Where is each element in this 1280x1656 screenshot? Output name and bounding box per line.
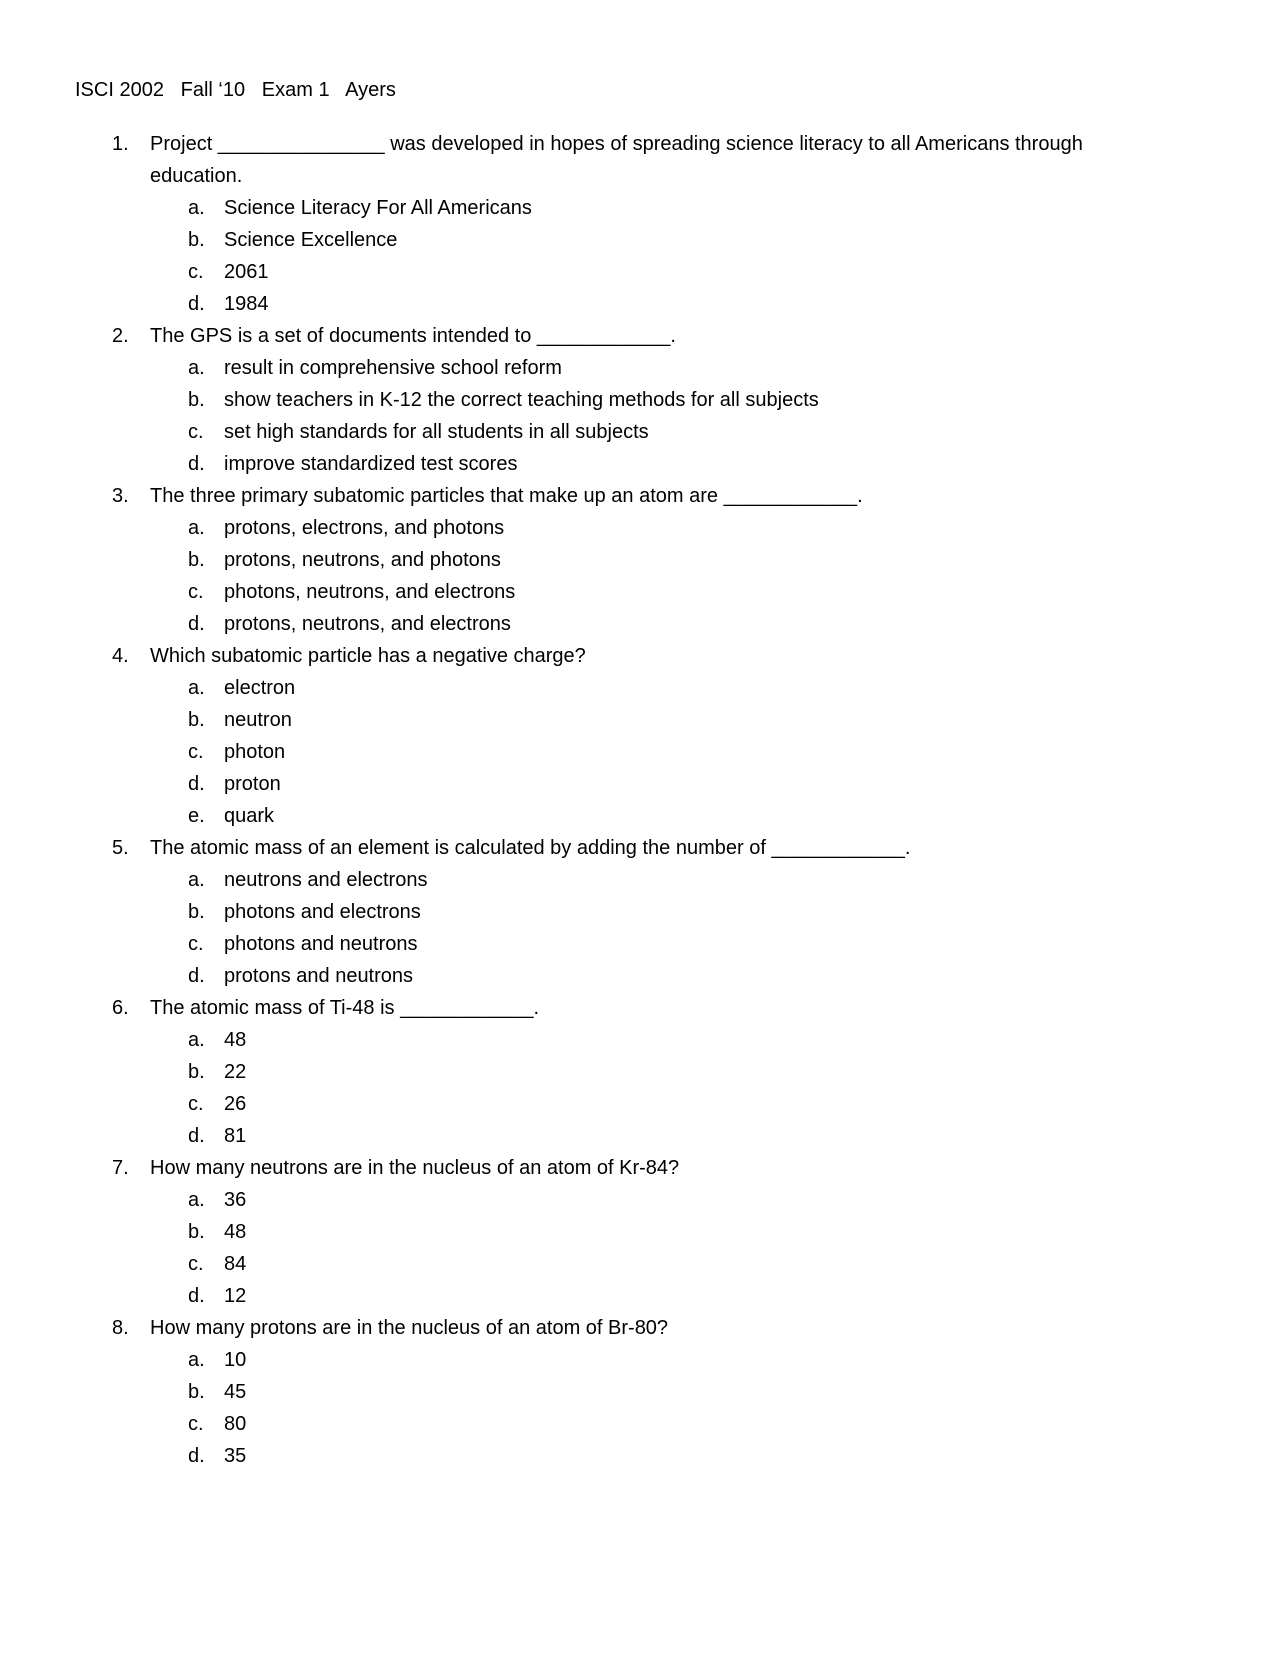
option-text: set high standards for all students in all subjects	[224, 421, 649, 443]
option-text: protons, neutrons, and photons	[224, 549, 501, 571]
option-letter: b.	[188, 389, 205, 411]
question-stem	[0, 640, 1280, 672]
question-stem	[0, 480, 1280, 512]
question-number: 2.	[112, 325, 129, 347]
question-number: 5.	[112, 837, 129, 859]
option-text: electron	[224, 677, 296, 699]
question-stem	[0, 992, 1280, 1024]
option-letter: c.	[188, 1253, 204, 1275]
option-text: 35	[224, 1445, 247, 1467]
answer-option	[0, 1024, 1280, 1056]
answer-option	[0, 192, 1280, 224]
answer-option	[0, 1280, 1280, 1312]
option-text: photon	[224, 741, 286, 763]
answer-option	[0, 576, 1280, 608]
answer-option	[0, 1376, 1280, 1408]
question-text: How many neutrons are in the nucleus of an atom of Kr-84?	[150, 1157, 680, 1179]
option-text: protons, electrons, and photons	[224, 517, 505, 539]
answer-option	[0, 800, 1280, 832]
question-item	[0, 640, 1280, 832]
option-letter: d.	[188, 1125, 205, 1147]
option-text: 12	[224, 1285, 247, 1307]
option-letter: a.	[188, 1029, 205, 1051]
option-text: photons and neutrons	[224, 933, 418, 955]
answer-option	[0, 608, 1280, 640]
option-letter: b.	[188, 901, 205, 923]
option-letter: d.	[188, 293, 205, 315]
answer-options	[0, 1024, 1280, 1152]
option-text: quark	[224, 805, 275, 827]
question-item	[0, 1312, 1280, 1472]
answer-option	[0, 224, 1280, 256]
option-letter: d.	[188, 965, 205, 987]
answer-options	[0, 192, 1280, 320]
option-letter: b.	[188, 1221, 205, 1243]
question-item	[0, 1152, 1280, 1312]
option-text: result in comprehensive school reform	[224, 357, 562, 379]
answer-options	[0, 1344, 1280, 1472]
question-number: 1.	[112, 133, 129, 155]
answer-option	[0, 960, 1280, 992]
option-text: Science Excellence	[224, 229, 398, 251]
answer-option	[0, 416, 1280, 448]
option-letter: a.	[188, 197, 205, 219]
option-text: 80	[224, 1413, 247, 1435]
option-letter: d.	[188, 773, 205, 795]
question-number: 4.	[112, 645, 129, 667]
answer-option	[0, 1088, 1280, 1120]
answer-option	[0, 256, 1280, 288]
question-text: How many protons are in the nucleus of an atom of Br-80?	[150, 1317, 669, 1339]
answer-options	[0, 352, 1280, 480]
answer-option	[0, 1216, 1280, 1248]
answer-option	[0, 1344, 1280, 1376]
option-text: 48	[224, 1029, 247, 1051]
question-number: 3.	[112, 485, 129, 507]
option-text: improve standardized test scores	[224, 453, 518, 475]
answer-option	[0, 928, 1280, 960]
option-text: 81	[224, 1125, 247, 1147]
option-letter: c.	[188, 261, 204, 283]
question-stem	[0, 1312, 1280, 1344]
option-letter: c.	[188, 1093, 204, 1115]
option-letter: c.	[188, 933, 204, 955]
option-letter: a.	[188, 1349, 205, 1371]
answer-option	[0, 736, 1280, 768]
question-stem	[0, 1152, 1280, 1184]
answer-option	[0, 1248, 1280, 1280]
option-text: 1984	[224, 293, 269, 315]
option-letter: b.	[188, 549, 205, 571]
exam-title: Exam 1	[261, 79, 330, 101]
answer-option	[0, 288, 1280, 320]
option-text: show teachers in K-12 the correct teaching methods for all subjects	[224, 389, 819, 411]
option-letter: c.	[188, 1413, 204, 1435]
answer-options	[0, 1184, 1280, 1312]
option-letter: c.	[188, 421, 204, 443]
question-text: The atomic mass of an element is calculated by adding the number of ____________.	[150, 837, 911, 859]
answer-option	[0, 704, 1280, 736]
option-text: proton	[224, 773, 281, 795]
question-number: 7.	[112, 1157, 129, 1179]
option-letter: a.	[188, 357, 205, 379]
answer-options	[0, 512, 1280, 640]
question-stem	[0, 832, 1280, 864]
question-item	[0, 128, 1280, 320]
question-list	[0, 128, 1280, 1472]
answer-option	[0, 448, 1280, 480]
exam-term: Fall ‘10	[180, 79, 246, 101]
question-text: The GPS is a set of documents intended to ____________.	[150, 325, 676, 347]
option-letter: e.	[188, 805, 205, 827]
option-text: 45	[224, 1381, 247, 1403]
answer-options	[0, 672, 1280, 832]
answer-option	[0, 544, 1280, 576]
question-stem	[0, 128, 1280, 192]
answer-option	[0, 1056, 1280, 1088]
option-letter: b.	[188, 709, 205, 731]
option-text: photons, neutrons, and electrons	[224, 581, 516, 603]
question-item	[0, 832, 1280, 992]
answer-options	[0, 864, 1280, 992]
answer-option	[0, 1408, 1280, 1440]
option-letter: d.	[188, 453, 205, 475]
course-code: ISCI 2002	[75, 79, 164, 101]
question-text: The atomic mass of Ti-48 is ____________.	[150, 997, 540, 1019]
question-text: Project _______________ was developed in hopes of spreading science literacy to all Americans through education.	[150, 133, 1083, 187]
option-text: 36	[224, 1189, 247, 1211]
option-letter: a.	[188, 517, 205, 539]
answer-option	[0, 352, 1280, 384]
option-letter: b.	[188, 1061, 205, 1083]
option-letter: d.	[188, 613, 205, 635]
option-text: 22	[224, 1061, 247, 1083]
option-letter: a.	[188, 869, 205, 891]
option-letter: d.	[188, 1445, 205, 1467]
option-letter: c.	[188, 581, 204, 603]
answer-option	[0, 1440, 1280, 1472]
option-letter: b.	[188, 1381, 205, 1403]
answer-option	[0, 768, 1280, 800]
option-text: protons and neutrons	[224, 965, 414, 987]
option-text: 10	[224, 1349, 247, 1371]
instructor-name: Ayers	[345, 79, 396, 101]
answer-option	[0, 864, 1280, 896]
option-text: 48	[224, 1221, 247, 1243]
question-text: Which subatomic particle has a negative charge?	[150, 645, 586, 667]
question-item	[0, 480, 1280, 640]
option-letter: c.	[188, 741, 204, 763]
answer-option	[0, 672, 1280, 704]
answer-option	[0, 896, 1280, 928]
option-text: photons and electrons	[224, 901, 421, 923]
answer-option	[0, 384, 1280, 416]
option-text: neutron	[224, 709, 292, 731]
answer-option	[0, 512, 1280, 544]
question-text: The three primary subatomic particles that make up an atom are ____________.	[150, 485, 863, 507]
option-letter: d.	[188, 1285, 205, 1307]
option-letter: a.	[188, 677, 205, 699]
option-letter: a.	[188, 1189, 205, 1211]
answer-option	[0, 1184, 1280, 1216]
option-text: neutrons and electrons	[224, 869, 428, 891]
question-item	[0, 320, 1280, 480]
question-stem	[0, 320, 1280, 352]
option-letter: b.	[188, 229, 205, 251]
question-number: 8.	[112, 1317, 129, 1339]
option-text: Science Literacy For All Americans	[224, 197, 532, 219]
option-text: 26	[224, 1093, 247, 1115]
answer-option	[0, 1120, 1280, 1152]
option-text: 84	[224, 1253, 247, 1275]
option-text: protons, neutrons, and electrons	[224, 613, 511, 635]
option-text: 2061	[224, 261, 269, 283]
question-number: 6.	[112, 997, 129, 1019]
exam-header	[75, 76, 396, 104]
question-item	[0, 992, 1280, 1152]
